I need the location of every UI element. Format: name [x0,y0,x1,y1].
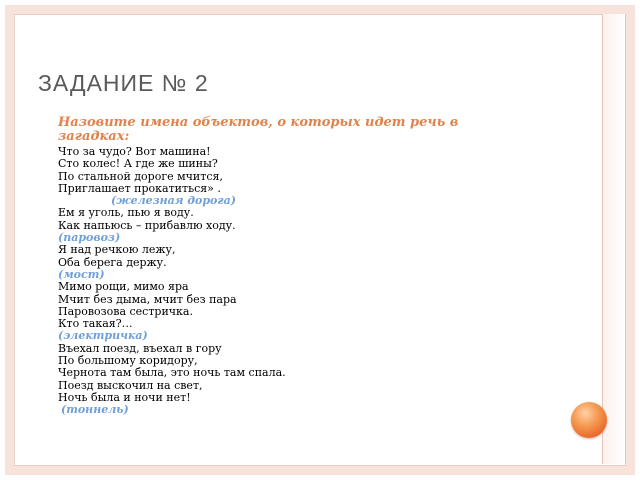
riddle-line: Паровозова сестричка. [58,304,193,318]
riddle-line: Что за чудо? Вот машина! [58,145,211,158]
riddle-answer: (тоннель) [61,403,129,417]
riddle-line: Ночь была и ночи нет! [58,390,191,404]
riddle-line: Сто колес! А где же шины? [58,157,218,171]
riddle-line: Кто такая?… [58,317,133,331]
riddle-answer: (паровоз) [58,231,121,245]
decorative-orb-icon [571,402,607,438]
riddle-line: Въехал поезд, въехал в гору [58,341,222,355]
riddle-line: Мчит без дыма, мчит без пара [58,292,237,306]
riddle-line: По стальной дороге мчится, [58,169,223,183]
riddle-line: Ем я уголь, пью я воду. [58,206,194,220]
slide-content [58,116,528,417]
riddle-line: Чернота там была, это ночь там спала. [58,366,286,380]
slide-title: ЗАДАНИЕ № 2 [38,70,209,96]
riddle-line: Мимо рощи, мимо яра [58,280,189,294]
riddle-line: Я над речкою лежу, [58,243,176,257]
riddle-3 [58,244,528,281]
riddle-line: Приглашает прокатиться» . [58,181,221,195]
riddle-answer: (мост) [58,267,105,281]
task-instruction: Назовите имена объектов, о которых идет речь в загадках: [58,115,459,144]
riddle-line: Как напьюсь – прибавлю ходу. [58,218,236,232]
riddle-line: Поезд выскочил на свет, [58,378,203,392]
riddle-1 [58,146,528,207]
riddle-5 [58,343,528,417]
riddle-4 [58,281,528,342]
riddle-line: По большому коридору, [58,354,198,368]
riddle-answer: (железная дорога) [111,194,236,208]
riddle-answer: (электричка) [58,329,148,343]
riddle-line: Оба берега держу. [58,255,167,269]
riddle-2 [58,207,528,244]
decorative-side-rail [602,14,626,464]
